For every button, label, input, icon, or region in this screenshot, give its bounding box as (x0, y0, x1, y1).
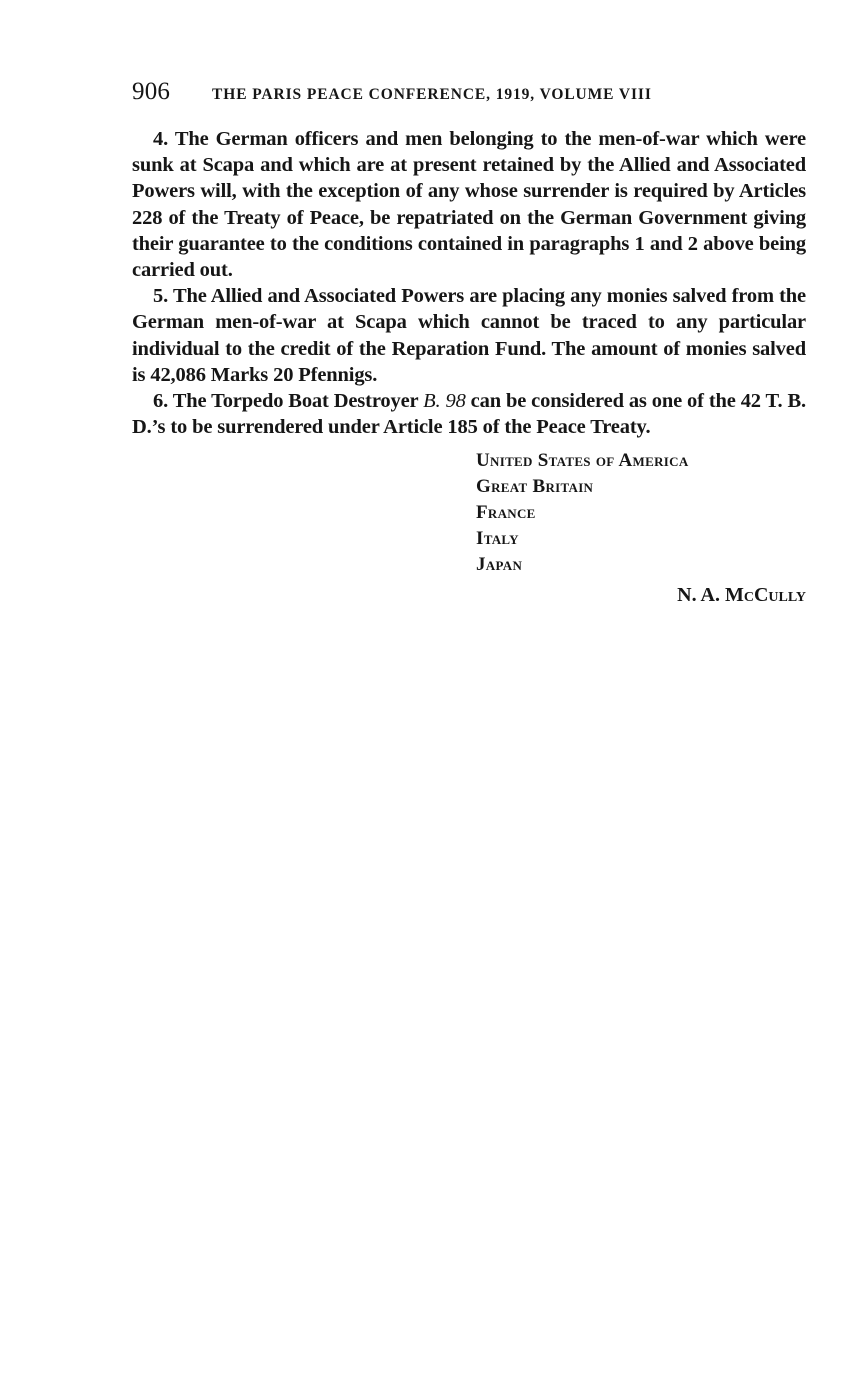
signatory-italy: Italy (476, 528, 519, 550)
signatory-japan: Japan (476, 554, 523, 576)
paragraph-text: The German officers and men belonging to the men-of-war which were sunk at Scapa and which are at present retained by the Allied and Associated Powers will, with the exception of any whose surrender is required by Articles 228 of the Treaty of Peace, be repatriated on the German Government giving their guarantee to the conditions contained in paragraphs 1 and 2 above being carried out. (132, 128, 806, 282)
signatory-great-britain: Great Britain (476, 476, 594, 498)
paragraph-number: 5. (153, 285, 169, 308)
paragraph-6 (132, 388, 806, 440)
paragraph-4 (132, 126, 806, 283)
paragraph-number: 4. (153, 128, 169, 150)
running-title: THE PARIS PEACE CONFERENCE, 1919, VOLUME VIII (212, 86, 652, 103)
signatory-list (476, 448, 806, 578)
paragraph-number: 6. (153, 390, 169, 413)
running-head (132, 78, 806, 112)
signatory-united-states: United States of America (476, 450, 689, 472)
paragraph-5 (132, 283, 806, 388)
vessel-designation: B. 98 (423, 390, 466, 413)
paragraph-text-end: can be considered as one of the 42 T. B. D.’s to be surrendered under Article 185 of the Peace Treaty. (132, 390, 806, 439)
paragraph-text: The Allied and Associated Powers are placing any monies salved from the German men-of-war at Scapa which cannot be traced to any particular individual to the credit of the Reparation Fund. The amount of monies salved is 42,086 Marks 20 Pfennigs. (132, 285, 806, 386)
signatory-france: France (476, 502, 536, 524)
document-page (132, 78, 806, 610)
page-number: 906 (132, 78, 171, 105)
signer-name: N. A. McCully (677, 584, 806, 607)
paragraph-text-start: The Torpedo Boat Destroyer (172, 390, 424, 413)
body-text (132, 126, 806, 440)
